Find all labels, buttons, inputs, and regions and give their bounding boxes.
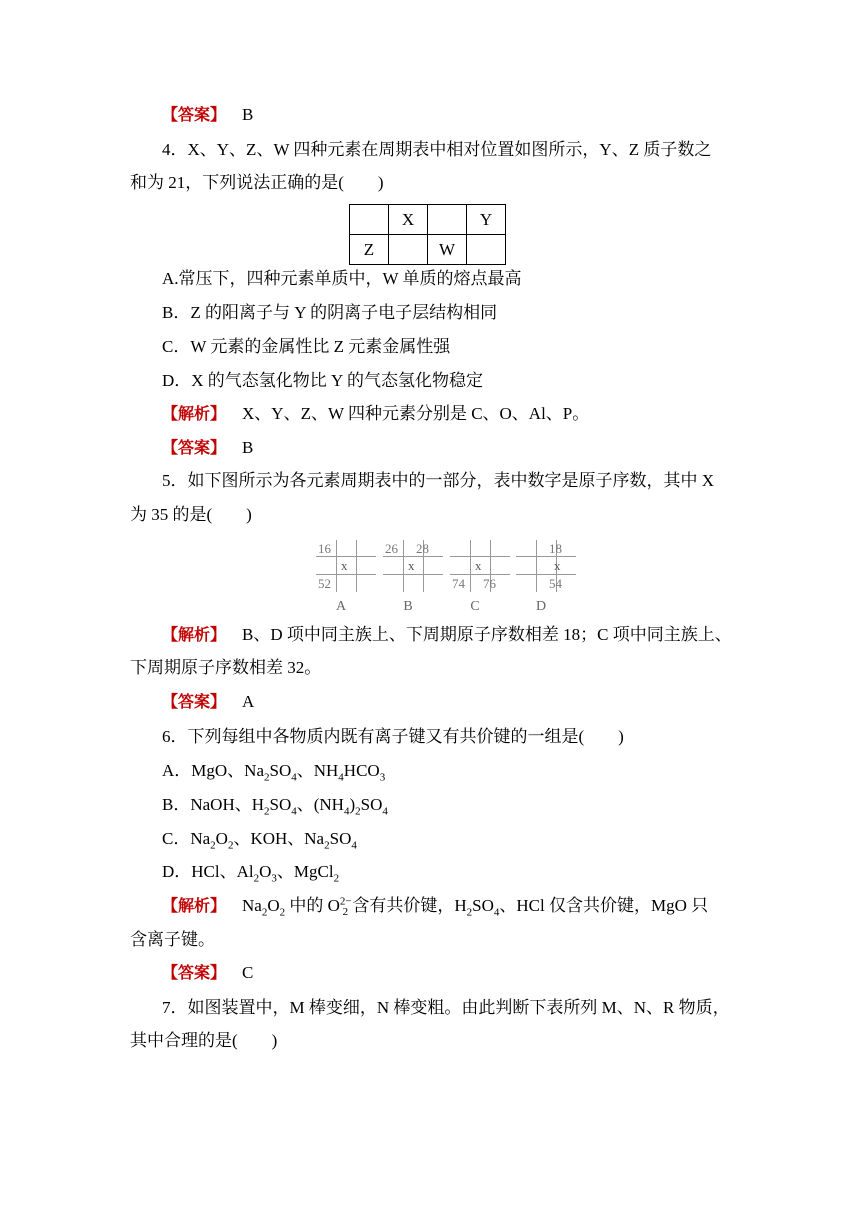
q4-periodic-table bbox=[349, 204, 506, 265]
table-cell: Y bbox=[467, 205, 506, 235]
option-formula: $Na_2O_2$、KOH、$Na_2SO_4$ bbox=[190, 829, 357, 852]
q6-stem: 6．下列每组中各物质内既有离子键又有共价键的一组是( ) bbox=[162, 727, 624, 746]
diagram-number: 26 bbox=[385, 541, 398, 556]
q6-analysis-1: $Na_2O_2$ 中的 $O^{2-}_2$ 含有共价键，$H_2SO_4$、HCl 仅含共价键，MgO 只 bbox=[242, 895, 709, 919]
option-prefix: D． bbox=[162, 862, 192, 881]
q5-analysis-line-2: 下周期原子序数相差 32。 bbox=[130, 658, 322, 677]
option-formula: NaOH、$H_2SO_4$、$(NH_4)_2SO_4$ bbox=[190, 795, 388, 818]
q4-option-a: A.常压下，四种元素单质中，W 单质的熔点最高 bbox=[162, 269, 522, 288]
diagram-number: 74 bbox=[452, 576, 465, 591]
q5-stem-line-1: 5．如下图所示为各元素周期表中的一部分，表中数字是原子序数，其中 X bbox=[162, 471, 715, 490]
table-cell: Z bbox=[350, 235, 389, 265]
q6-analysis-line-2: 含离子键。 bbox=[130, 930, 215, 949]
q6-analysis-line-1 bbox=[162, 895, 708, 917]
q4-option-d: D．X 的气态氢化物比 Y 的气态氢化物稳定 bbox=[162, 371, 483, 390]
diagram-x: x bbox=[475, 558, 482, 573]
answer-tag: 【答案】 bbox=[162, 963, 227, 982]
table-cell bbox=[350, 205, 389, 235]
q4-analysis-line bbox=[162, 403, 589, 425]
analysis-tag: 【解析】 bbox=[162, 625, 227, 644]
q5-diagram-b bbox=[383, 540, 443, 616]
option-prefix: A． bbox=[162, 761, 192, 780]
q5-stem-line-2: 为 35 的是( ) bbox=[130, 505, 252, 524]
analysis-tag: 【解析】 bbox=[162, 404, 227, 423]
diagram-number: 54 bbox=[549, 576, 562, 591]
table-cell bbox=[428, 205, 467, 235]
table-cell bbox=[389, 235, 428, 265]
q5-diagram-d bbox=[516, 540, 576, 616]
q4-stem-line-1: 4．X、Y、Z、W 四种元素在周期表中相对位置如图所示，Y、Z 质子数之 bbox=[162, 140, 712, 159]
q4-stem-line-2: 和为 21，下列说法正确的是( ) bbox=[130, 173, 384, 192]
answer-tag: 【答案】 bbox=[162, 438, 227, 457]
q5-answer-value: A bbox=[242, 692, 255, 711]
table-cell: X bbox=[389, 205, 428, 235]
q3-answer-value: B bbox=[242, 105, 254, 124]
q4-answer-line bbox=[162, 437, 253, 459]
diagram-x: x bbox=[341, 558, 348, 573]
q3-answer-line bbox=[162, 104, 253, 126]
q6-answer-value: C bbox=[242, 963, 254, 982]
diagram-x: x bbox=[554, 558, 561, 573]
option-formula: MgO、$Na_2SO_4$、$NH_4HCO_3$ bbox=[191, 761, 386, 784]
diagram-x: x bbox=[408, 558, 415, 573]
diagram-label: A bbox=[335, 599, 347, 614]
q5-diagram-a bbox=[316, 540, 376, 616]
q6-option-c bbox=[162, 828, 357, 850]
q7-stem-line-2: 其中合理的是( ) bbox=[130, 1031, 278, 1050]
q6-option-d bbox=[162, 861, 339, 883]
option-prefix: C． bbox=[162, 829, 191, 848]
table-cell: W bbox=[428, 235, 467, 265]
diagram-number: 16 bbox=[318, 541, 331, 556]
analysis-tag: 【解析】 bbox=[162, 896, 227, 915]
table-cell bbox=[467, 235, 506, 265]
diagram-label: B bbox=[403, 599, 413, 614]
q5-answer-line bbox=[162, 691, 254, 713]
q6-option-b bbox=[162, 794, 388, 816]
q5-analysis-1: B、D 项中同主族上、下周期原子序数相差 18；C 项中同主族上、 bbox=[242, 625, 732, 644]
diagram-number: 76 bbox=[483, 576, 496, 591]
q4-answer-value: B bbox=[242, 438, 254, 457]
diagram-number: 28 bbox=[416, 541, 429, 556]
diagram-number: 18 bbox=[549, 541, 562, 556]
diagram-label: C bbox=[470, 599, 480, 614]
diagram-number: 52 bbox=[318, 576, 331, 591]
q6-option-a bbox=[162, 760, 385, 782]
q5-analysis-line-1 bbox=[162, 624, 732, 646]
diagram-label: D bbox=[535, 599, 547, 614]
q6-answer-line bbox=[162, 962, 253, 984]
option-formula: HCl、$Al_2O_3$、MgCl$_2$ bbox=[191, 862, 340, 885]
option-prefix: B． bbox=[162, 795, 191, 814]
q4-option-b: B．Z 的阳离子与 Y 的阴离子电子层结构相同 bbox=[162, 303, 498, 322]
q4-option-c: C．W 元素的金属性比 Z 元素金属性强 bbox=[162, 337, 451, 356]
answer-tag: 【答案】 bbox=[162, 692, 227, 711]
answer-tag: 【答案】 bbox=[162, 105, 227, 124]
q7-stem-line-1: 7．如图装置中，M 棒变细，N 棒变粗。由此判断下表所列 M、N、R 物质， bbox=[162, 998, 730, 1017]
q4-analysis: X、Y、Z、W 四种元素分别是 C、O、Al、P。 bbox=[242, 404, 590, 423]
q5-diagram-c bbox=[450, 540, 510, 616]
